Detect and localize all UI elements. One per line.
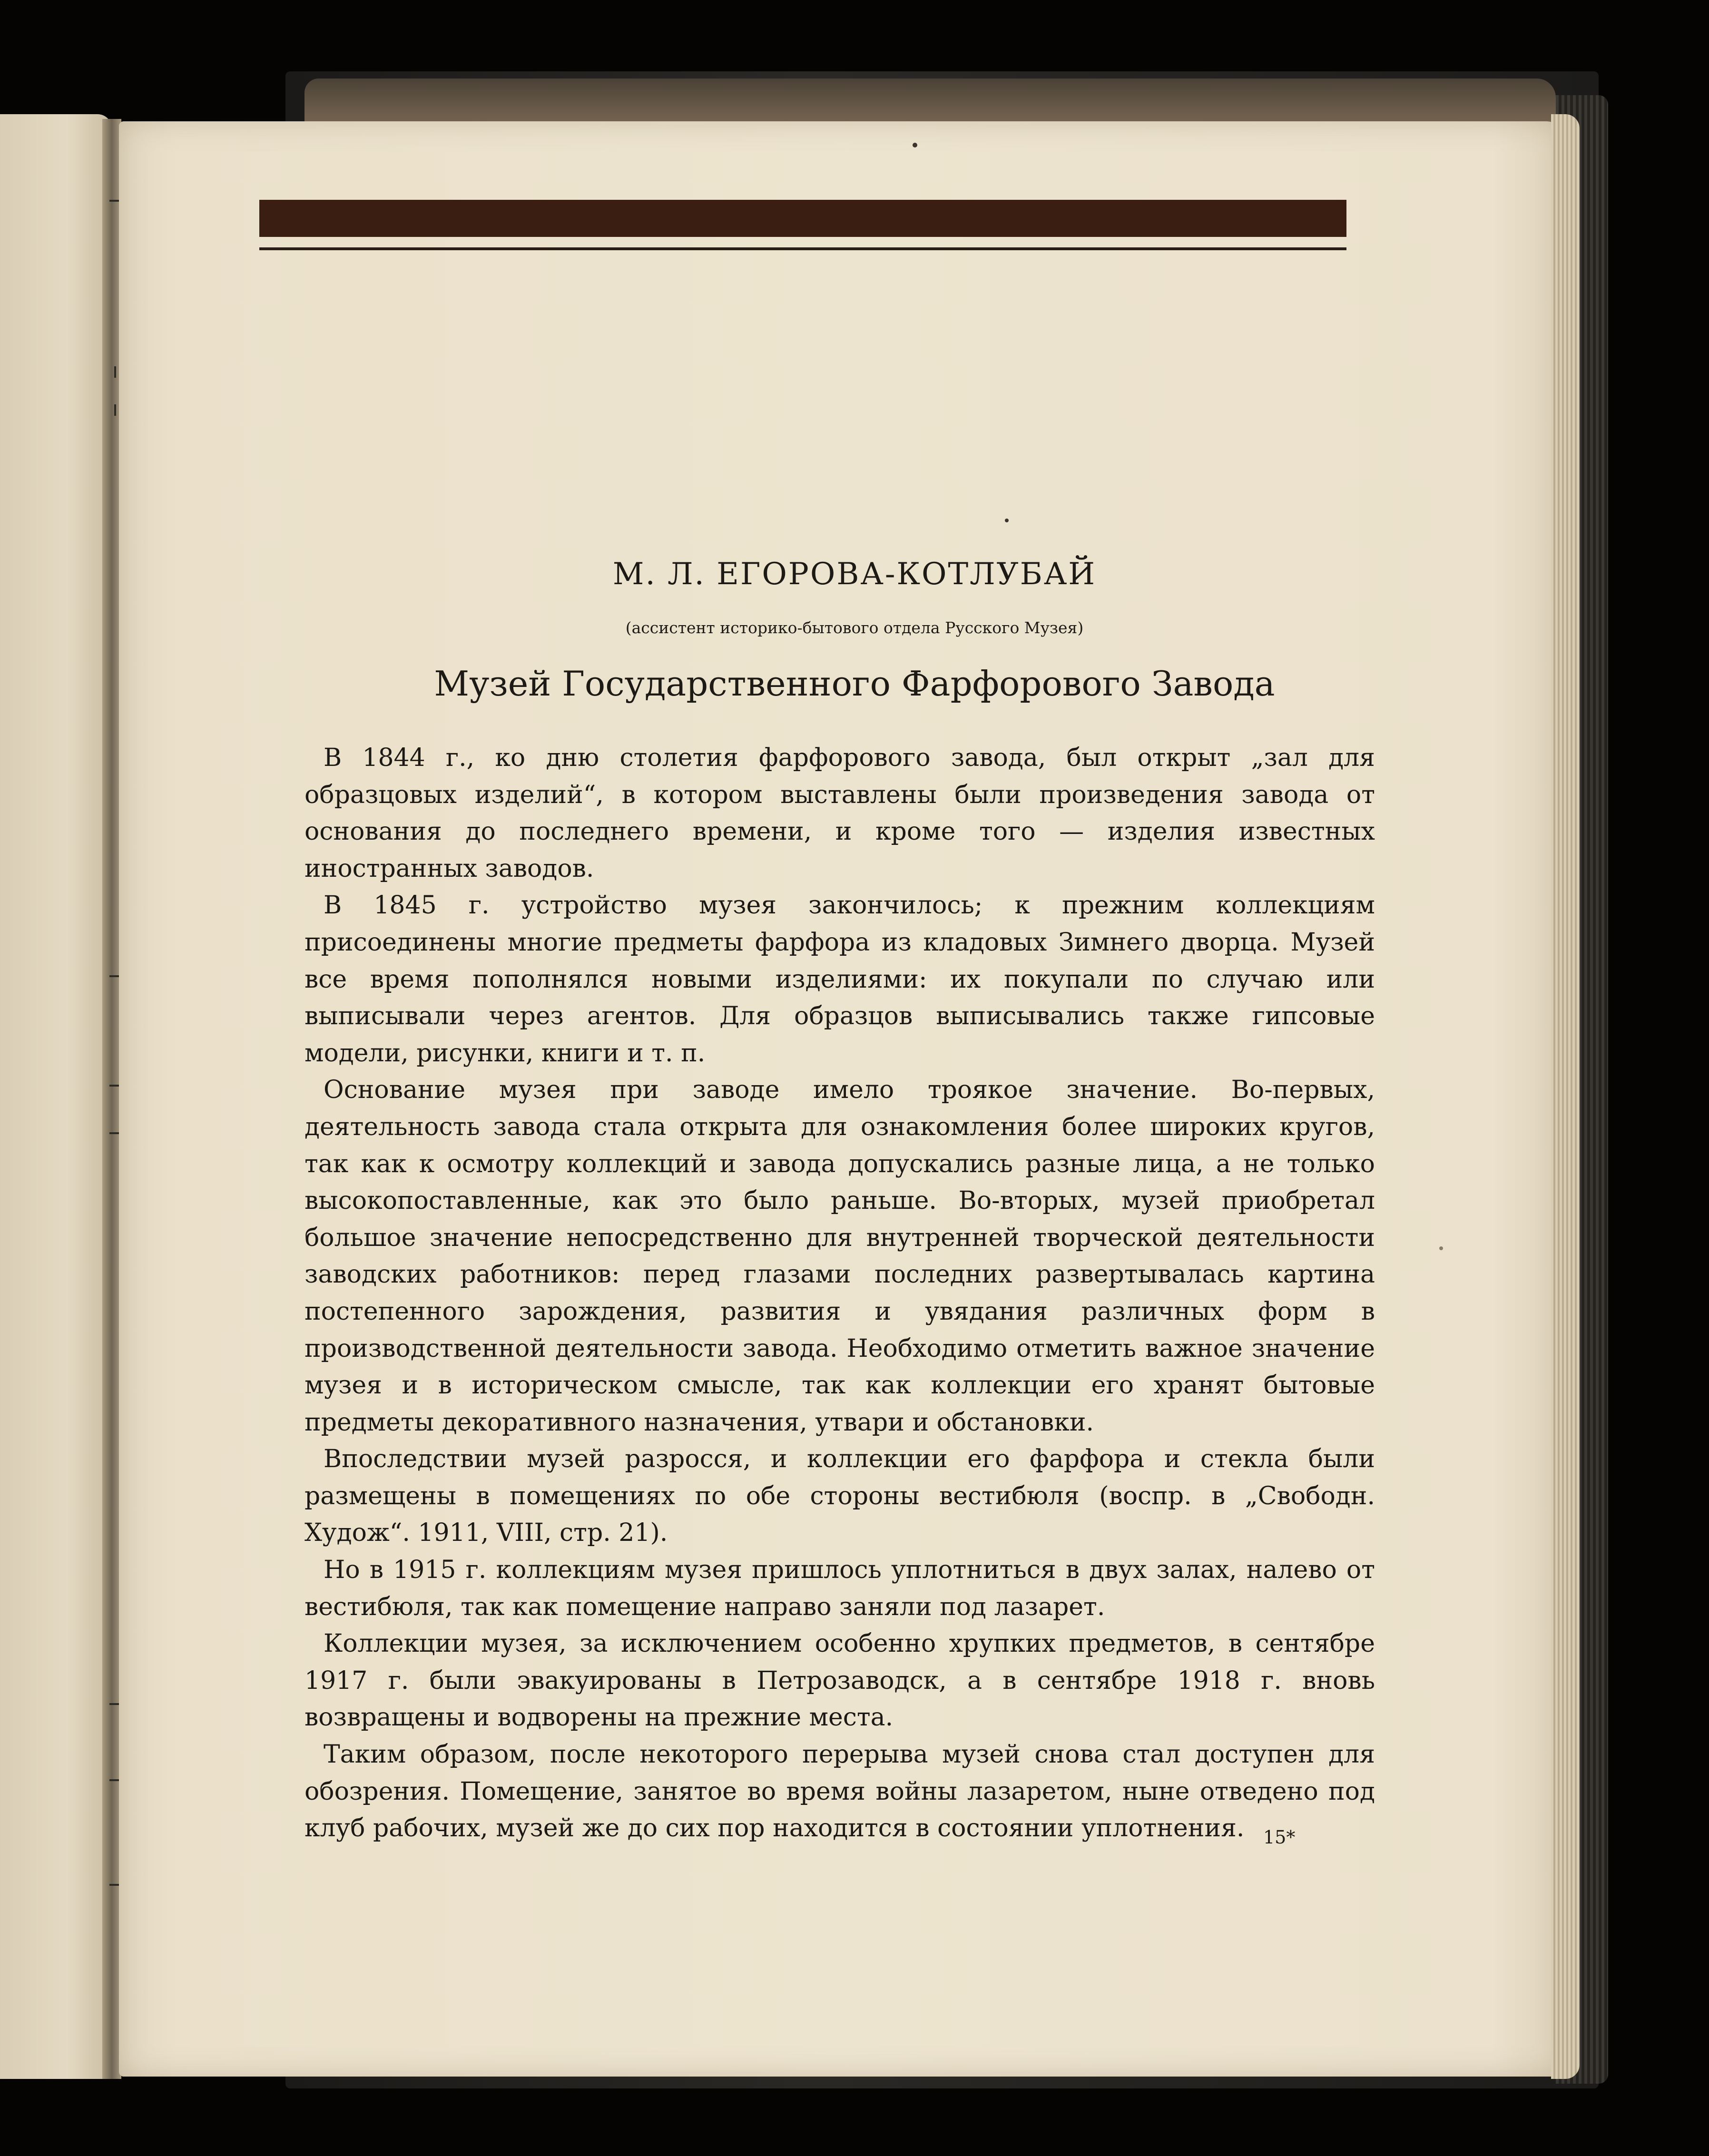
speck	[913, 143, 917, 147]
margin-mark	[114, 366, 116, 378]
paragraph: В 1844 г., ко дню столетия фарфорового завода, был открыт „зал для образцовых изделий“, в котором выставлены были произведения завода от основания до последнего времени, и кроме того — изделия известных иностранных заводов.	[304, 744, 1375, 883]
book-gutter	[102, 119, 121, 2079]
paragraph: В 1845 г. устройство музея закончилось; к прежним коллекциям присоединены многие предметы фарфора из кладовых Зимнего дворца. Музей все время пополнялся новыми изделиями: их покупали по случаю или выписывали через агентов. Для образцов выписывались также гипсовые модели, рисунки, книги и т. п.	[304, 891, 1375, 1068]
article-title: Музей Государственного Фарфорового Завода	[434, 664, 1275, 704]
paragraph: Но в 1915 г. коллекциям музея пришлось уплотниться в двух залах, налево от вестибюля, так как помещение направо заняли под лазарет.	[304, 1556, 1375, 1621]
page-number: 15*	[1263, 1827, 1296, 1848]
speck	[1439, 1246, 1443, 1250]
margin-mark	[114, 404, 116, 416]
article-author: М. Л. ЕГОРОВА-КОТЛУБАЙ	[612, 557, 1097, 592]
paragraph: Основание музея при заводе имело троякое значение. Во-первых, деятельность завода стала открыта для ознакомления более широких кругов, так как к осмотру коллекций и завода допускались разные лица, а не только высокопоставленные, как это было раньше. Во-вторых, музей приобретал большое значение непосредственно для внутренней творческой деятельности заводских работников: перед глазами последних развертывалась картина постепенного зарождения, развития и увядания различных форм в производственной деятельности завода. Необходимо отметить важное значение музея и в историческом смысле, так как коллекции его хранят бытовые предметы декоративного назначения, утвари и обстановки.	[304, 1076, 1375, 1437]
author-position: (ассистент историко-бытового отдела Русского Музея)	[625, 618, 1084, 637]
paragraph: Впоследствии музей разросся, и коллекции его фарфора и стекла были размещены в помещениях по обе стороны вестибюля (воспр. в „Свободн. Худож“. 1911, VIII, стр. 21).	[304, 1445, 1375, 1548]
article-body	[304, 740, 1375, 1847]
header-rule-thin	[259, 247, 1346, 250]
paragraph: Таким образом, после некоторого перерыва музей снова стал доступен для обозрения. Помещение, занятое во время войны лазаретом, ныне отведено под клуб рабочих, музей же до сих пор находится в состоянии уплотнения.	[304, 1740, 1375, 1843]
left-page-edge	[0, 114, 112, 2079]
header-rule-thick	[259, 200, 1346, 237]
paragraph: Коллекции музея, за исключением особенно хрупких предметов, в сентябре 1917 г. были эвакуированы в Петрозаводск, а в сентябре 1918 г. вновь возвращены и водворены на прежние места.	[304, 1629, 1375, 1732]
speck	[1005, 519, 1009, 522]
page-edges	[1551, 114, 1580, 2079]
